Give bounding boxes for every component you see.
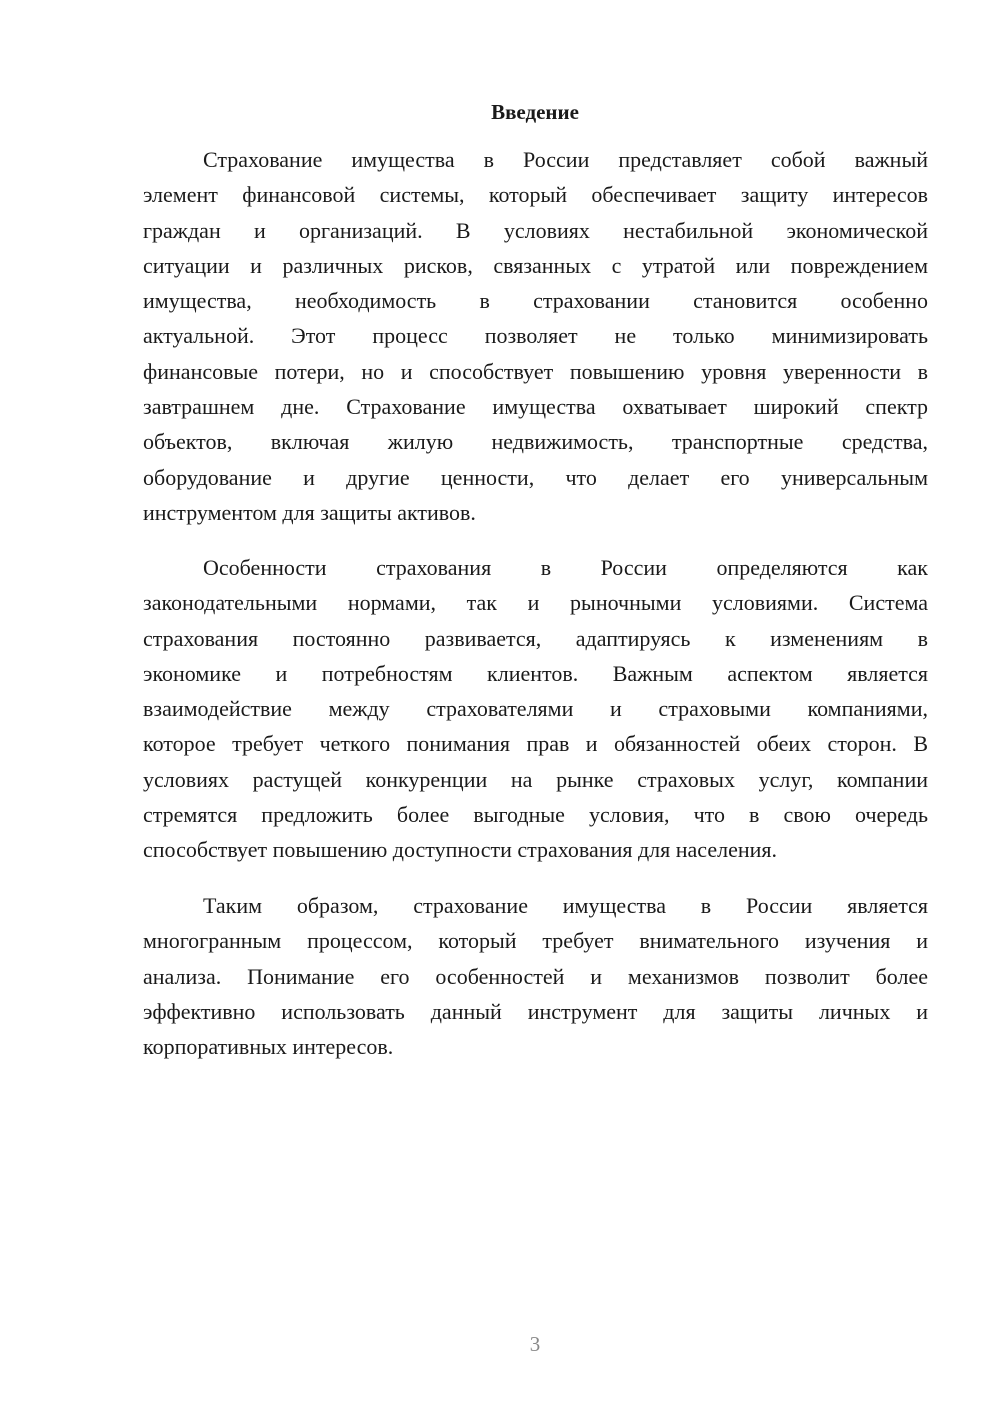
paragraph-1 [143,142,928,530]
text-line: инструментом для защиты активов. [143,499,476,525]
text-line: анализа. Понимание его особенностей и механизмов позволит более [143,963,928,989]
text-line: условиях растущей конкуренции на рынке страховых услуг, компании [143,766,928,792]
text-line: взаимодействие между страхователями и страховыми компаниями, [143,696,928,722]
text-line: многогранным процессом, который требует внимательного изучения и [143,928,928,954]
text-line: ситуации и различных рисков, связанных с утратой или повреждением [143,252,928,278]
paragraph-2 [143,550,928,868]
text-line: экономике и потребностям клиентов. Важным аспектом является [143,660,928,686]
text-line: Страхование имущества в России представляет собой важный [203,147,928,172]
text-line: которое требует четкого понимания прав и обязанностей обеих сторон. В [143,731,928,757]
text-line: законодательными нормами, так и рыночными условиями. Система [143,590,928,616]
text-line: Таким образом, страхование имущества в России является [203,893,928,918]
text-line: эффективно использовать данный инструмент для защиты личных и [143,998,928,1024]
text-line: финансовые потери, но и способствует повышению уровня уверенности в [143,358,928,384]
text-line: элемент финансовой системы, который обеспечивает защиту интересов [143,182,928,208]
text-line: корпоративных интересов. [143,1034,394,1060]
text-line: страхования постоянно развивается, адаптируясь к изменениям в [143,625,928,651]
text-line: граждан и организаций. В условиях нестабильной экономической [143,217,928,243]
text-line: имущества, необходимость в страховании становится особенно [143,288,928,314]
paragraph-3 [143,888,928,1064]
text-line: оборудование и другие ценности, что делает его универсальным [143,464,928,490]
page-number: 3 [529,1332,541,1356]
text-line: объектов, включая жилую недвижимость, транспортные средства, [143,429,928,455]
section-title: Введение [491,100,579,124]
text-line: способствует повышению доступности страхования для населения. [143,837,777,863]
text-line: завтрашнем дне. Страхование имущества охватывает широкий спектр [143,394,928,420]
text-line: Особенности страхования в России определяются как [203,555,928,580]
text-line: стремятся предложить более выгодные условия, что в свою очередь [143,802,928,828]
text-line: актуальной. Этот процесс позволяет не только минимизировать [143,323,928,349]
